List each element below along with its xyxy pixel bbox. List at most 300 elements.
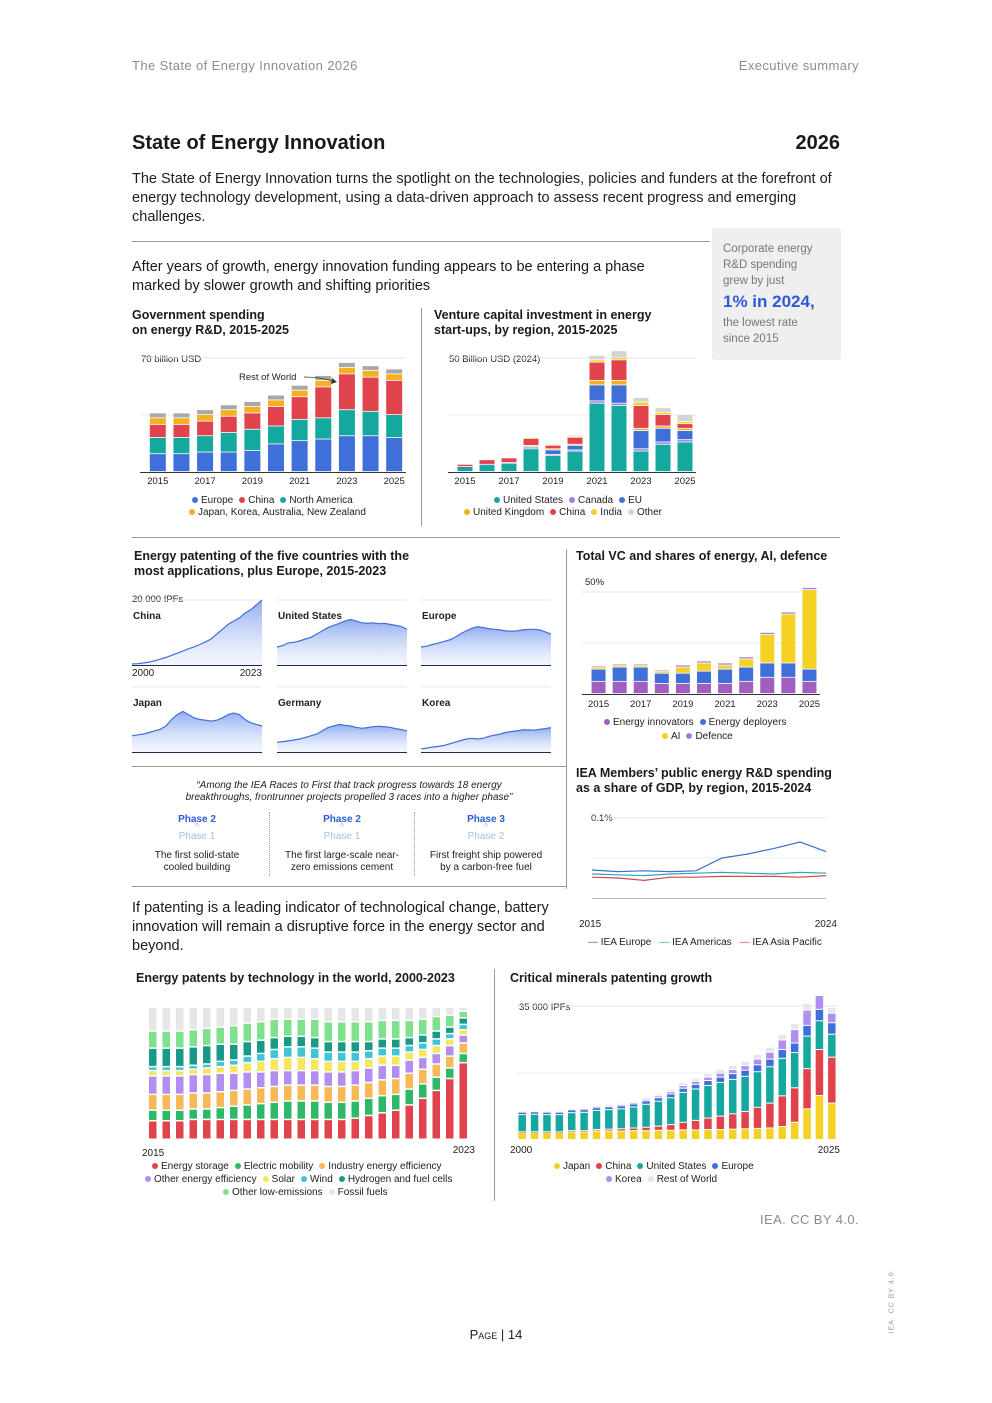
- phase-card-2-new: Phase 2: [323, 814, 361, 825]
- bar-segment: [352, 1053, 360, 1061]
- bar-segment: [311, 1120, 319, 1138]
- bar-segment: [642, 1131, 650, 1139]
- patent-countries-title-line1: Energy patenting of the five countries with the: [134, 549, 410, 563]
- legend-label: Hydrogen and fuel cells: [347, 1174, 453, 1185]
- legend-label: Defence: [695, 731, 733, 742]
- page-label: Page: [469, 1327, 498, 1342]
- lead-battery: If patenting is a leading indicator of technological change, battery innovation will remain a disruptive force in the energy sector and beyond.: [132, 900, 549, 954]
- bar-segment: [791, 1024, 799, 1029]
- gov-chart: [132, 348, 414, 490]
- bar-segment: [363, 378, 379, 411]
- bar-segment: [779, 1059, 787, 1096]
- bar-segment: [176, 1077, 184, 1094]
- bar-segment: [781, 678, 795, 694]
- divider-vertical-1: [421, 308, 422, 526]
- minerals-title: Critical minerals patenting growth: [510, 971, 713, 985]
- bar-segment: [176, 1049, 184, 1066]
- bar-segment: [634, 451, 649, 471]
- legend-swatch: [550, 509, 556, 515]
- bar-segment: [717, 1130, 725, 1139]
- bar-segment: [365, 1116, 373, 1138]
- bar-segment: [656, 413, 671, 414]
- bar-segment: [502, 464, 517, 471]
- area-fill: [421, 627, 551, 665]
- bar-segment: [271, 1038, 279, 1048]
- bar-segment: [630, 1107, 637, 1127]
- bar-segment: [315, 439, 331, 471]
- bar-segment: [580, 1113, 588, 1130]
- bar-segment: [284, 1020, 292, 1036]
- bar-segment: [298, 1071, 306, 1084]
- bar-segment: [190, 1008, 198, 1029]
- bar-segment: [678, 431, 693, 439]
- bar-segment: [217, 1074, 225, 1091]
- vc-x-tick: 2019: [542, 476, 564, 487]
- bar-segment: [244, 1120, 252, 1138]
- bar-segment: [149, 1008, 157, 1030]
- bar-segment: [190, 1110, 198, 1119]
- line-unit-label: 0.1%: [591, 813, 613, 824]
- vcs-x-tick: 2015: [587, 699, 610, 710]
- bar-segment: [217, 1120, 225, 1138]
- bar-segment: [271, 1059, 279, 1069]
- bar-segment: [150, 454, 166, 471]
- bar-segment: [298, 1037, 306, 1046]
- rest-of-world-annotation: Rest of World: [239, 372, 297, 383]
- bar-segment: [592, 670, 606, 681]
- bar-segment: [518, 1111, 526, 1112]
- bar-segment: [163, 1122, 171, 1139]
- legend-label: United States: [503, 495, 564, 506]
- bar-segment: [257, 1104, 265, 1118]
- bar-segment: [460, 1044, 468, 1053]
- bar-segment: [392, 1079, 400, 1093]
- bar-segment: [163, 1049, 171, 1066]
- bar-segment: [642, 1105, 650, 1127]
- bar-segment: [655, 1127, 663, 1130]
- bar-segment: [406, 1053, 414, 1059]
- bar-segment: [766, 1048, 774, 1052]
- bar-segment: [630, 1129, 637, 1131]
- vc-x-tick: 2025: [674, 476, 696, 487]
- bar-segment: [386, 369, 402, 373]
- bar-segment: [568, 1113, 576, 1130]
- bar-segment: [379, 1021, 387, 1038]
- bar-segment: [655, 1098, 663, 1100]
- bar-segment: [392, 1066, 400, 1078]
- bar-segment: [568, 437, 583, 438]
- bar-segment: [612, 385, 627, 402]
- bar-segment: [458, 467, 473, 468]
- bar-segment: [446, 1057, 454, 1067]
- bar-segment: [531, 1115, 539, 1132]
- bar-segment: [149, 1032, 157, 1048]
- bar-segment: [741, 1071, 749, 1076]
- bar-segment: [828, 1014, 836, 1023]
- bar-segment: [678, 415, 693, 421]
- bar-segment: [518, 1113, 526, 1114]
- bar-segment: [257, 1073, 265, 1087]
- legend-label: AI: [671, 731, 681, 742]
- vc-chart: [440, 348, 702, 490]
- bar-segment: [803, 1069, 811, 1108]
- bar-segment: [634, 398, 649, 402]
- line-x-start: 2015: [579, 919, 602, 930]
- bar-segment: [150, 425, 166, 437]
- bar-segment: [311, 1086, 319, 1100]
- bar-segment: [543, 1133, 551, 1139]
- vcs-x-tick: 2017: [630, 699, 652, 710]
- bar-segment: [190, 1094, 198, 1108]
- bar-segment: [221, 452, 237, 471]
- bar-segment: [419, 1085, 427, 1098]
- bar-segment: [613, 664, 627, 665]
- phase-card-3-caret: ^: [483, 822, 489, 833]
- bar-segment: [284, 1102, 292, 1119]
- divider-vertical-2: [566, 549, 567, 889]
- bar-segment: [325, 1062, 333, 1071]
- area-fill: [132, 600, 262, 665]
- legend-label: India: [600, 507, 622, 518]
- bar-segment: [556, 1111, 564, 1112]
- legend-label: China: [559, 507, 586, 518]
- bar-segment: [480, 465, 495, 471]
- divider-middle: [132, 537, 840, 538]
- bar-segment: [766, 1129, 774, 1139]
- gov-x-tick: 2023: [336, 476, 358, 487]
- bar-segment: [766, 1053, 774, 1059]
- bar-segment: [634, 667, 648, 680]
- legend-swatch: —: [588, 937, 601, 948]
- bar-segment: [392, 1111, 400, 1139]
- legend-label: Canada: [578, 495, 614, 506]
- bar-segment: [655, 674, 669, 683]
- bar-segment: [791, 1030, 799, 1042]
- legend-label: Japan: [563, 1161, 591, 1172]
- phase-card-3: [422, 814, 550, 874]
- legend-label: IEA Americas: [672, 937, 732, 948]
- gov-x-tick: 2019: [241, 476, 263, 487]
- bar-segment: [568, 445, 583, 446]
- bar-segment: [392, 1095, 400, 1109]
- bar-segment: [828, 1104, 836, 1139]
- line-series: [592, 876, 826, 881]
- bar-segment: [580, 1110, 588, 1112]
- area-panel-label: Korea: [422, 698, 451, 709]
- bar-segment: [244, 1008, 252, 1022]
- bar-segment: [781, 612, 795, 613]
- bar-segment: [163, 1071, 171, 1075]
- bar-segment: [524, 449, 539, 471]
- bar-segment: [257, 1008, 265, 1021]
- bar-segment: [315, 381, 331, 387]
- legend-swatch: [239, 497, 245, 503]
- bar-segment: [656, 415, 671, 426]
- bar-segment: [592, 682, 606, 693]
- vc-shares-title: Total VC and shares of energy, AI, defence: [576, 549, 828, 563]
- bar-segment: [802, 682, 816, 693]
- bar-segment: [257, 1089, 265, 1103]
- bar-segment: [217, 1008, 225, 1026]
- bar-segment: [678, 429, 693, 430]
- line-series: [592, 842, 826, 872]
- legend-swatch: [648, 1176, 654, 1182]
- bar-segment: [325, 1042, 333, 1051]
- bar-segment: [655, 671, 669, 672]
- bar-segment: [163, 1067, 171, 1069]
- bar-segment: [667, 1131, 675, 1139]
- bar-segment: [803, 1004, 811, 1010]
- bar-segment: [676, 674, 690, 683]
- bar-segment: [284, 1120, 292, 1138]
- patent-tech-chart: [136, 1000, 476, 1160]
- bar-segment: [828, 1058, 836, 1103]
- bar-segment: [419, 1020, 427, 1034]
- patent-tech-legend-row1: [146, 1161, 442, 1172]
- bar-segment: [173, 413, 189, 417]
- bar-segment: [718, 665, 732, 668]
- legend-swatch: [189, 509, 195, 515]
- legend-label: Japan, Korea, Australia, New Zealand: [198, 507, 366, 518]
- bar-segment: [379, 1057, 387, 1065]
- bar-segment: [676, 665, 690, 666]
- bar-segment: [679, 1123, 687, 1130]
- bar-segment: [298, 1020, 306, 1036]
- bar-segment: [729, 1066, 737, 1069]
- bar-segment: [149, 1122, 157, 1139]
- bar-segment: [828, 1035, 836, 1057]
- bar-segment: [605, 1105, 613, 1106]
- bar-segment: [446, 1008, 454, 1014]
- bar-segment: [760, 635, 774, 663]
- bar-segment: [311, 1102, 319, 1119]
- bar-segment: [678, 440, 693, 441]
- bar-segment: [692, 1089, 700, 1119]
- bar-segment: [365, 1042, 373, 1050]
- vc-title-line1: Venture capital investment in energy: [434, 308, 652, 322]
- bar-segment: [676, 667, 690, 672]
- bar-segment: [568, 1111, 576, 1113]
- bar-segment: [392, 1021, 400, 1038]
- bar-segment: [325, 1008, 333, 1021]
- bar-segment: [692, 1082, 700, 1084]
- page-title: State of Energy Innovation: [132, 132, 386, 154]
- legend-label: Other low-emissions: [232, 1187, 323, 1198]
- bar-segment: [580, 1109, 588, 1110]
- legend-swatch: [662, 733, 668, 739]
- bar-segment: [311, 1038, 319, 1047]
- minerals-chart: [508, 996, 840, 1158]
- bar-segment: [590, 401, 605, 402]
- bar-segment: [446, 1028, 454, 1033]
- bar-segment: [325, 1023, 333, 1041]
- bar-segment: [480, 460, 495, 464]
- bar-segment: [338, 1062, 346, 1071]
- bar-segment: [203, 1029, 211, 1045]
- phase-card-2-desc2: zero emissions cement: [290, 862, 394, 873]
- bar-segment: [338, 1042, 346, 1051]
- bar-segment: [197, 415, 213, 421]
- bar-segment: [613, 665, 627, 666]
- bar-segment: [244, 1063, 252, 1071]
- bar-segment: [655, 672, 669, 673]
- legend-swatch: —: [739, 937, 753, 948]
- bar-segment: [298, 1008, 306, 1018]
- bar-segment: [284, 1071, 292, 1084]
- vcs-x-tick: 2025: [798, 699, 821, 710]
- bar-segment: [618, 1109, 626, 1128]
- legend-label: Rest of World: [656, 1174, 718, 1185]
- bar-segment: [656, 442, 671, 443]
- phase-card-1-caret: ^: [194, 822, 200, 833]
- bar-segment: [203, 1046, 211, 1063]
- callout-line3: grew by just: [723, 275, 785, 287]
- bar-segment: [190, 1070, 198, 1074]
- bar-segment: [244, 1106, 252, 1119]
- bar-segment: [268, 426, 284, 443]
- vc-title-line2: start-ups, by region, 2015-2025: [434, 323, 618, 337]
- bar-segment: [803, 1026, 811, 1036]
- bar-segment: [568, 1109, 576, 1110]
- bar-segment: [458, 467, 473, 471]
- bar-segment: [729, 1074, 737, 1079]
- callout-line2: R&D spending: [723, 259, 798, 271]
- bar-segment: [656, 408, 671, 412]
- bar-segment: [268, 400, 284, 406]
- bar-segment: [197, 410, 213, 414]
- bar-segment: [190, 1120, 198, 1138]
- bar-segment: [338, 1120, 346, 1138]
- bar-segment: [244, 430, 260, 450]
- bar-segment: [257, 1023, 265, 1040]
- bar-segment: [590, 404, 605, 472]
- bar-segment: [419, 1099, 427, 1138]
- bar-segment: [816, 1096, 824, 1139]
- bar-segment: [149, 1077, 157, 1094]
- vc-chart-title: [434, 308, 651, 338]
- area-fill: [421, 728, 551, 752]
- vc-x-tick: 2023: [630, 476, 652, 487]
- bar-segment: [244, 1024, 252, 1041]
- bar-segment: [339, 436, 355, 471]
- phase-card-3-desc2: by a carbon-free fuel: [440, 862, 532, 873]
- bar-segment: [590, 363, 605, 380]
- bar-segment: [433, 1078, 441, 1090]
- bar-segment: [618, 1132, 626, 1139]
- bar-segment: [176, 1008, 184, 1030]
- bar-segment: [149, 1071, 157, 1075]
- legend-label: Korea: [615, 1174, 642, 1185]
- bar-segment: [667, 1094, 675, 1097]
- bar-segment: [697, 663, 711, 670]
- bar-segment: [217, 1062, 225, 1066]
- bar-segment: [268, 444, 284, 471]
- legend-swatch: [145, 1176, 151, 1182]
- bar-segment: [524, 438, 539, 439]
- bar-segment: [203, 1069, 211, 1074]
- bar-segment: [221, 410, 237, 416]
- bar-segment: [556, 1132, 564, 1133]
- legend-label: Europe: [201, 495, 234, 506]
- legend-label: EU: [628, 495, 642, 506]
- bar-segment: [257, 1062, 265, 1071]
- bar-segment: [460, 1030, 468, 1034]
- bar-segment: [284, 1086, 292, 1100]
- callout-line5: since 2015: [723, 333, 779, 345]
- bar-segment: [217, 1067, 225, 1072]
- bar-segment: [244, 402, 260, 406]
- legend-swatch: [192, 497, 198, 503]
- bar-segment: [292, 391, 308, 397]
- bar-segment: [433, 1091, 441, 1138]
- bar-segment: [502, 458, 517, 462]
- bar-segment: [379, 1008, 387, 1020]
- bar-segment: [217, 1108, 225, 1118]
- area-unit-label: 20 000 IPFs: [132, 594, 184, 605]
- bar-segment: [634, 402, 649, 405]
- running-header-left: The State of Energy Innovation 2026: [132, 58, 358, 73]
- bar-segment: [655, 684, 669, 693]
- legend-swatch: [280, 497, 286, 503]
- bar-segment: [190, 1075, 198, 1092]
- legend-swatch: [596, 1163, 602, 1169]
- bar-segment: [460, 1063, 468, 1138]
- bar-segment: [655, 1094, 663, 1095]
- bar-segment: [244, 1073, 252, 1089]
- bar-segment: [754, 1065, 762, 1071]
- bar-segment: [679, 1083, 687, 1085]
- bar-segment: [802, 590, 816, 669]
- bar-segment: [392, 1057, 400, 1065]
- bar-segment: [754, 1072, 762, 1107]
- vc-legend-row1: [488, 495, 642, 506]
- gov-x-tick: 2015: [147, 476, 169, 487]
- bar-segment: [612, 360, 627, 380]
- bar-segment: [802, 588, 816, 589]
- bar-segment: [292, 397, 308, 419]
- bar-segment: [363, 412, 379, 436]
- bar-segment: [531, 1132, 539, 1133]
- bar-segment: [828, 1008, 836, 1013]
- bar-segment: [741, 1112, 749, 1128]
- bar-segment: [816, 1050, 824, 1095]
- bar-segment: [163, 1095, 171, 1109]
- bar-segment: [298, 1058, 306, 1070]
- bar-segment: [230, 1066, 238, 1072]
- bar-segment: [458, 465, 473, 466]
- bar-segment: [692, 1130, 700, 1139]
- bar-segment: [741, 1077, 749, 1111]
- bar-segment: [150, 438, 166, 453]
- bar-segment: [433, 1065, 441, 1077]
- bar-segment: [244, 413, 260, 428]
- bar-segment: [802, 670, 816, 681]
- bar-segment: [298, 1048, 306, 1057]
- bar-segment: [524, 438, 539, 439]
- bar-segment: [338, 1087, 346, 1101]
- tech-x-end: 2023: [452, 1145, 475, 1156]
- legend-label: United Kingdom: [473, 507, 545, 518]
- bar-segment: [190, 1048, 198, 1065]
- bar-segment: [244, 1042, 252, 1055]
- phase-card-1-new: Phase 2: [178, 814, 216, 825]
- bar-segment: [325, 1073, 333, 1086]
- bar-segment: [543, 1113, 551, 1114]
- min-x-start: 2000: [510, 1145, 533, 1156]
- bar-segment: [257, 1054, 265, 1060]
- bar-segment: [613, 667, 627, 680]
- bar-segment: [791, 1088, 799, 1121]
